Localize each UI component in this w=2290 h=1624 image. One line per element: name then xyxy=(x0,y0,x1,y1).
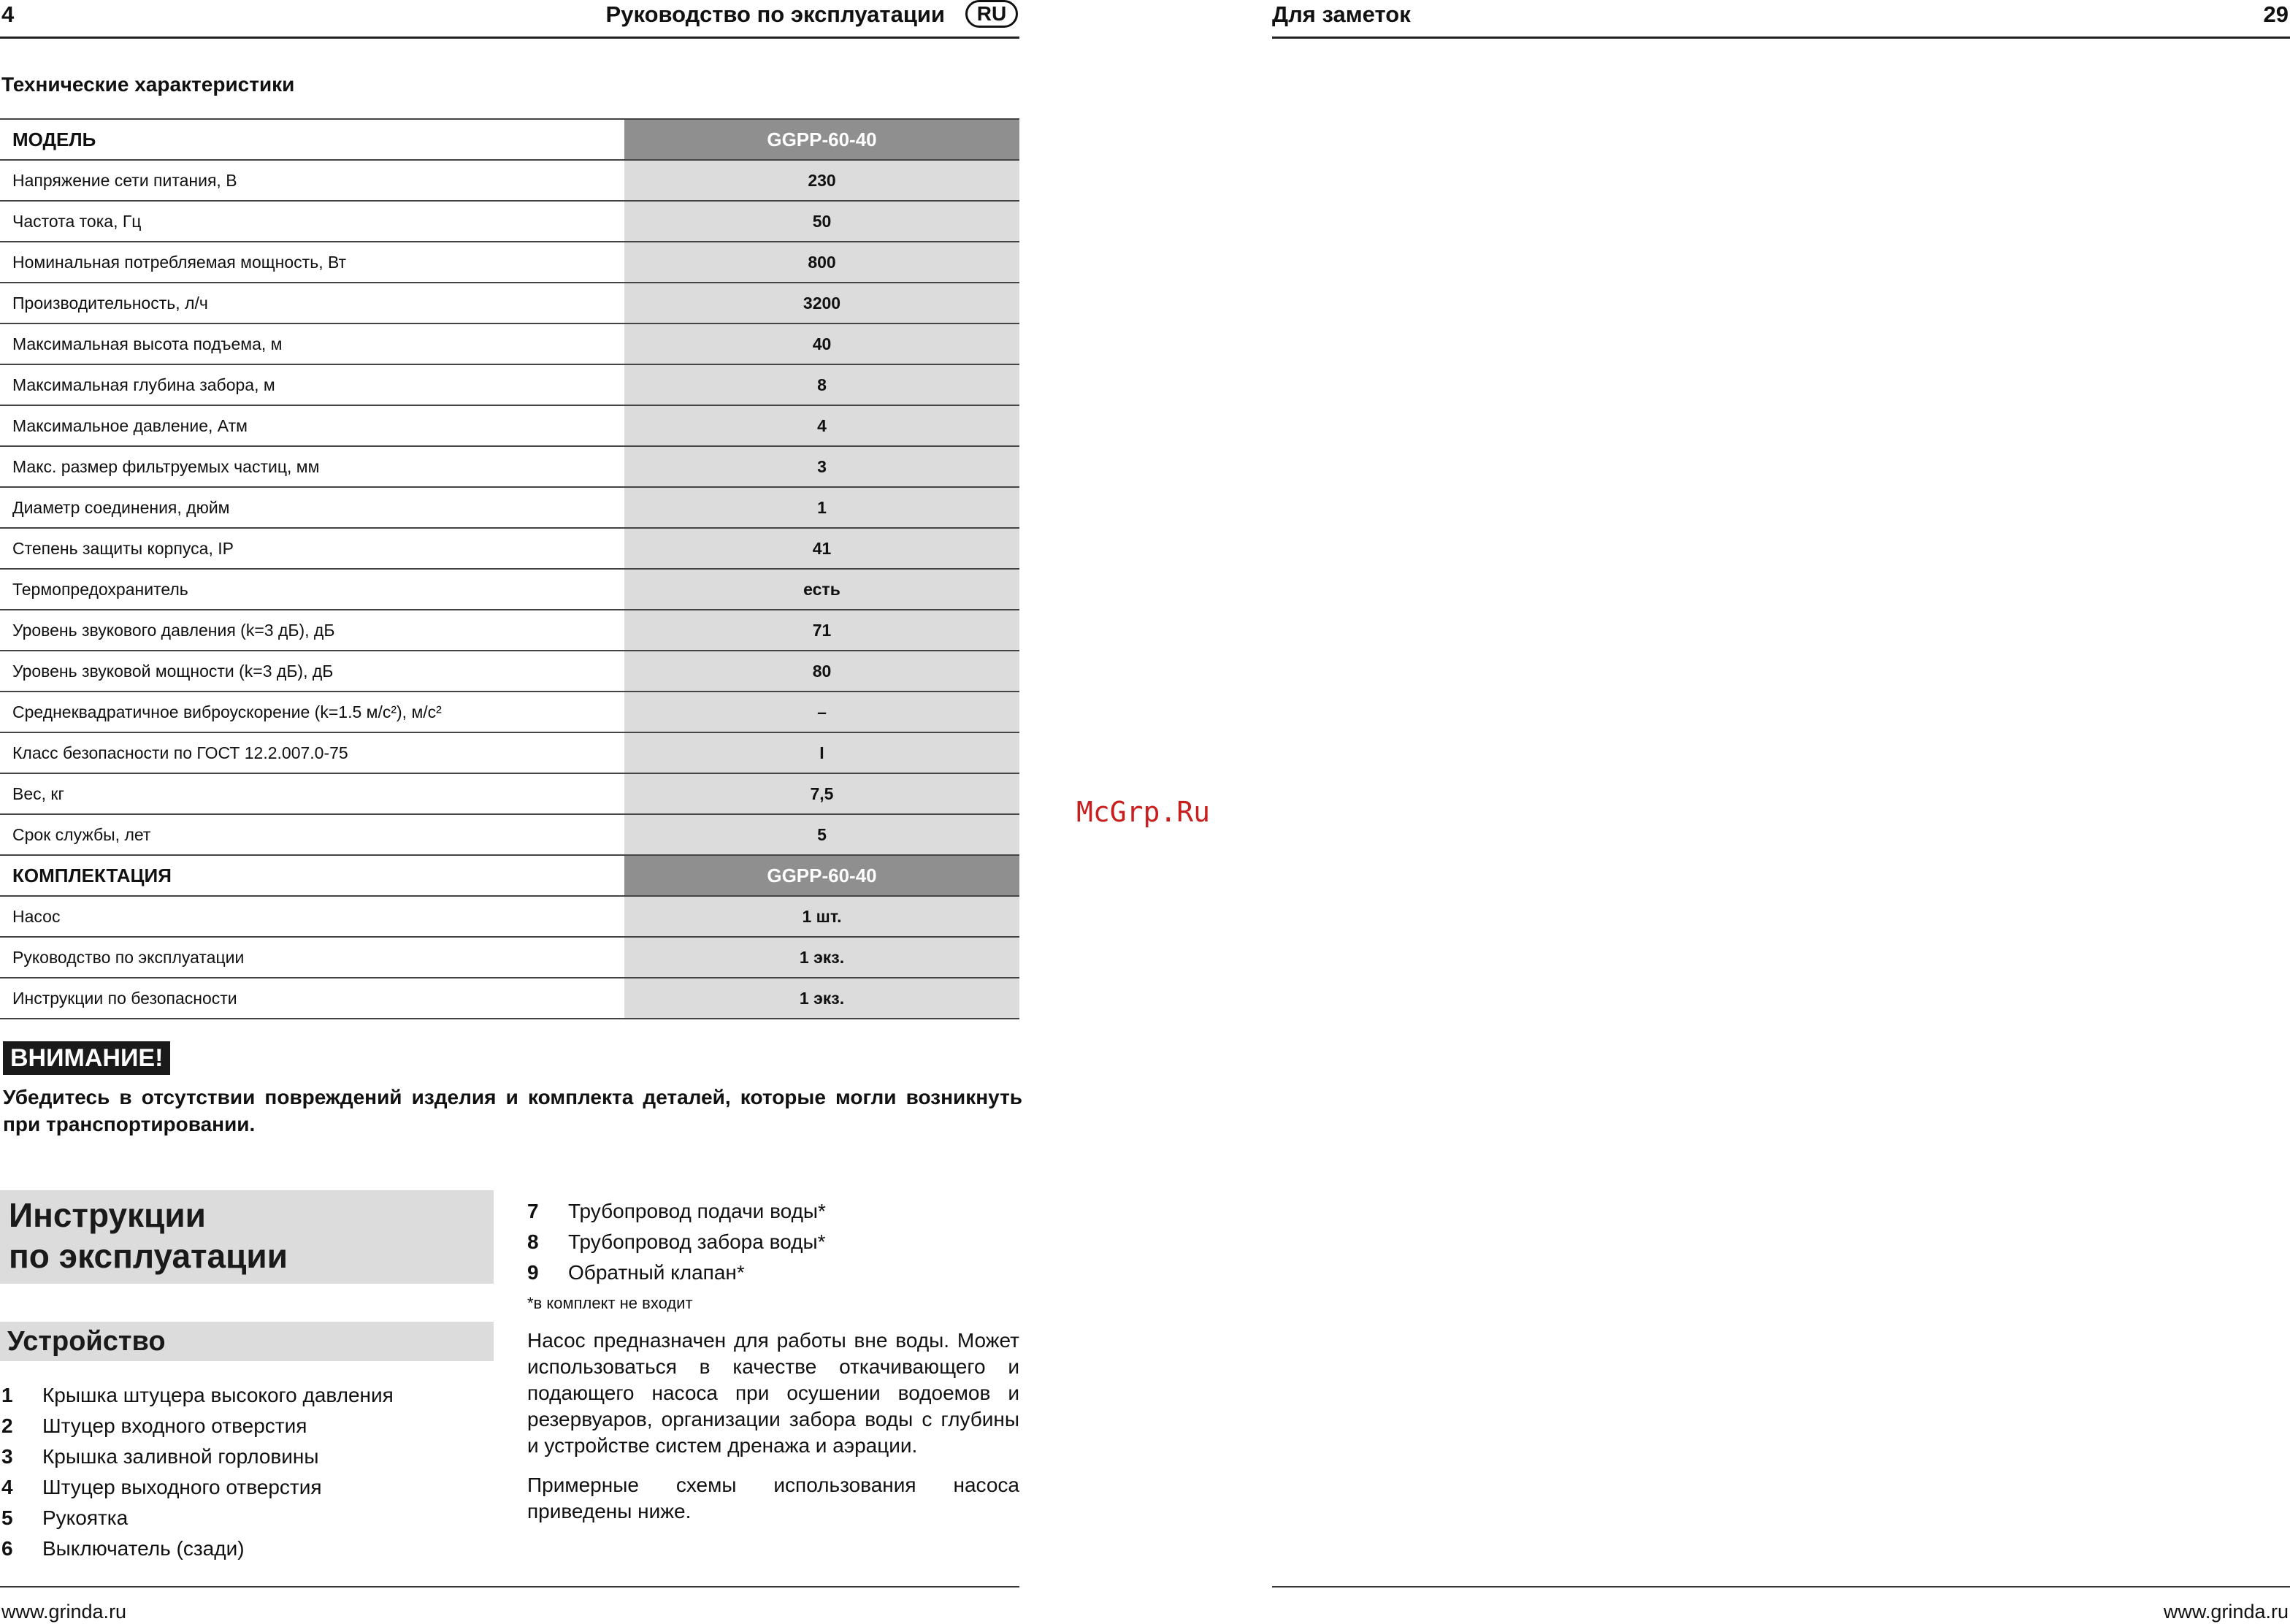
footer-url-right[interactable]: www.grinda.ru xyxy=(2163,1601,2289,1623)
row-label: Уровень звукового давления (k=3 дБ), дБ xyxy=(0,610,624,651)
row-label: Класс безопасности по ГОСТ 12.2.007.0-75 xyxy=(0,732,624,773)
table-row xyxy=(0,610,1019,651)
row-value: 7,5 xyxy=(624,773,1019,814)
row-value: – xyxy=(624,692,1019,732)
attention-text: Убедитесь в отсутствии повреждений изделия и комплекта деталей, которые могли возникнуть при транспортировании. xyxy=(3,1086,1022,1135)
row-value: 3200 xyxy=(624,283,1019,323)
instructions-heading-line2: по эксплуатации xyxy=(9,1237,288,1275)
instructions-heading-box xyxy=(0,1190,494,1284)
row-label: Руководство по эксплуатации xyxy=(0,937,624,978)
table-row xyxy=(0,160,1019,201)
row-label: Макс. размер фильтруемых частиц, мм xyxy=(0,446,624,487)
row-label: Вес, кг xyxy=(0,773,624,814)
section-title: Технические характеристики xyxy=(1,73,295,96)
row-label: Диаметр соединения, дюйм xyxy=(0,487,624,528)
row-label: Термопредохранитель xyxy=(0,569,624,610)
attention-badge: ВНИМАНИЕ! xyxy=(3,1041,170,1075)
header-rule-right xyxy=(1272,37,2290,39)
row-label: Степень защиты корпуса, IP xyxy=(0,528,624,569)
table-row xyxy=(0,323,1019,364)
row-label: Напряжение сети питания, В xyxy=(0,160,624,201)
table-row xyxy=(0,283,1019,323)
row-value: I xyxy=(624,732,1019,773)
description-paragraph: Насос предназначен для работы вне воды. Может использоваться в качестве откачивающего и подающего насоса при осушении водоемов и резервуаров, организации забора воды с глубины и устройстве систем дренажа и аэрации. xyxy=(527,1329,1019,1457)
row-value: 1 xyxy=(624,487,1019,528)
watermark: McGrp.Ru xyxy=(1076,796,1211,828)
table-row xyxy=(0,773,1019,814)
table-row xyxy=(0,405,1019,446)
footer-rule-left xyxy=(0,1586,1019,1587)
list-item: 7 Трубопровод подачи воды* xyxy=(527,1200,826,1222)
header-title-right: Для заметок xyxy=(1272,1,1411,27)
table-header-model: GGPP-60-40 xyxy=(624,119,1019,160)
device-parts-list-1 xyxy=(1,1380,394,1564)
table-row xyxy=(0,364,1019,405)
row-value: 230 xyxy=(624,160,1019,201)
spec-table xyxy=(0,118,1019,1019)
row-value: 80 xyxy=(624,651,1019,692)
row-label: Срок службы, лет xyxy=(0,814,624,855)
page-number-right: 29 xyxy=(2263,1,2289,27)
table-row xyxy=(0,201,1019,242)
footer-url-left[interactable]: www.grinda.ru xyxy=(1,1601,127,1623)
language-badge: RU xyxy=(965,0,1018,28)
device-heading-box xyxy=(0,1322,494,1361)
row-value: 4 xyxy=(624,405,1019,446)
row-label: Номинальная потребляемая мощность, Вт xyxy=(0,242,624,283)
row-value: 800 xyxy=(624,242,1019,283)
table-row xyxy=(0,242,1019,283)
row-label: Инструкции по безопасности xyxy=(0,978,624,1019)
row-label: Максимальная высота подъема, м xyxy=(0,323,624,364)
table-row xyxy=(0,651,1019,692)
row-label: Максимальная глубина забора, м xyxy=(0,364,624,405)
table-header-row-kit xyxy=(0,855,1019,896)
table-row xyxy=(0,937,1019,978)
row-value: 8 xyxy=(624,364,1019,405)
row-value: 71 xyxy=(624,610,1019,651)
row-value: 50 xyxy=(624,201,1019,242)
device-parts-list-2 xyxy=(527,1196,826,1288)
usage-paragraph: Примерные схемы использования насоса приведены ниже. xyxy=(527,1474,1019,1522)
table-row xyxy=(0,978,1019,1019)
list-item: 9 Обратный клапан* xyxy=(527,1261,745,1284)
row-label: Уровень звуковой мощности (k=3 дБ), дБ xyxy=(0,651,624,692)
list-item: 5 Рукоятка xyxy=(1,1506,129,1529)
row-label: Частота тока, Гц xyxy=(0,201,624,242)
row-value: 40 xyxy=(624,323,1019,364)
footnote: *в комплект не входит xyxy=(527,1294,693,1312)
row-value: 41 xyxy=(624,528,1019,569)
row-value: 5 xyxy=(624,814,1019,855)
list-item: 1 Крышка штуцера высокого давления xyxy=(1,1384,394,1406)
row-label: Среднеквадратичное виброускорение (k=1.5 м/с²), м/с² xyxy=(0,692,624,732)
table-row xyxy=(0,732,1019,773)
row-value: 1 экз. xyxy=(624,978,1019,1019)
table-row xyxy=(0,487,1019,528)
row-value: 3 xyxy=(624,446,1019,487)
page-number-left: 4 xyxy=(1,1,15,27)
row-label: Насос xyxy=(0,896,624,937)
header-rule-left xyxy=(0,37,1019,39)
instructions-heading-line1: Инструкции xyxy=(9,1196,206,1234)
list-item: 3 Крышка заливной горловины xyxy=(1,1445,319,1468)
table-header-label: КОМПЛЕКТАЦИЯ xyxy=(0,855,624,896)
table-header-row-model xyxy=(0,119,1019,160)
table-row xyxy=(0,896,1019,937)
row-value: 1 экз. xyxy=(624,937,1019,978)
table-row xyxy=(0,814,1019,855)
table-header-model: GGPP-60-40 xyxy=(624,855,1019,896)
table-row xyxy=(0,446,1019,487)
table-row xyxy=(0,528,1019,569)
table-header-label: МОДЕЛЬ xyxy=(0,119,624,160)
row-label: Максимальное давление, Атм xyxy=(0,405,624,446)
footer-rule-right xyxy=(1272,1586,2290,1587)
header-title-left: Руководство по эксплуатации xyxy=(605,1,945,27)
table-row xyxy=(0,692,1019,732)
list-item: 2 Штуцер входного отверстия xyxy=(1,1414,307,1437)
row-value: 1 шт. xyxy=(624,896,1019,937)
device-heading: Устройство xyxy=(7,1326,166,1357)
list-item: 6 Выключатель (сзади) xyxy=(1,1537,245,1560)
table-row xyxy=(0,569,1019,610)
list-item: 8 Трубопровод забора воды* xyxy=(527,1230,826,1253)
list-item: 4 Штуцер выходного отверстия xyxy=(1,1476,322,1498)
row-label: Производительность, л/ч xyxy=(0,283,624,323)
row-value: есть xyxy=(624,569,1019,610)
